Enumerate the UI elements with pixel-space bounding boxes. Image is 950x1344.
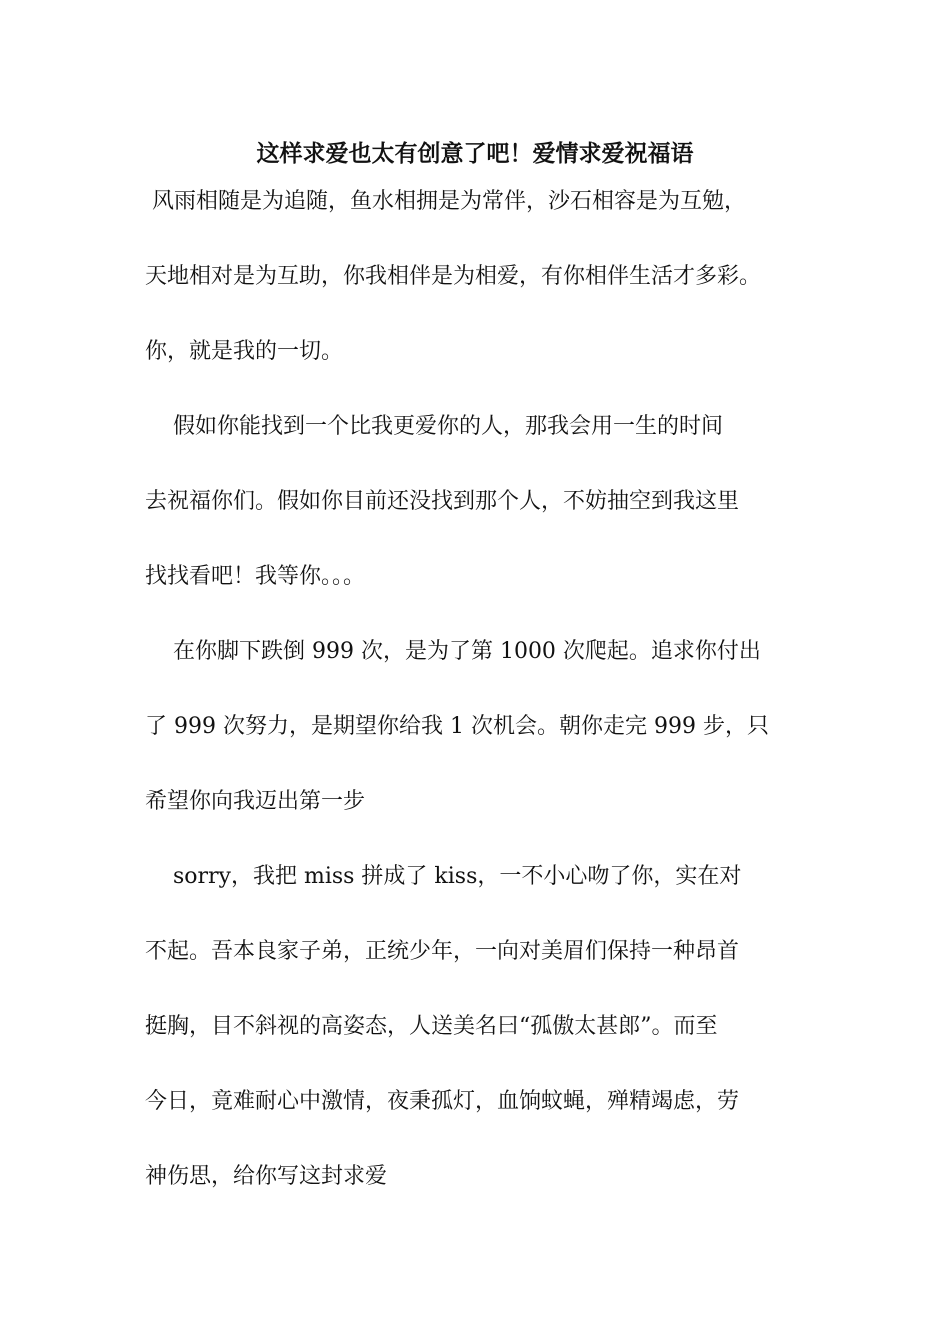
- paragraph-line: 希望你向我迈出第一步: [145, 789, 366, 814]
- paragraph-line: 你，就是我的一切。: [145, 339, 344, 364]
- paragraph-line: 风雨相随是为追随，鱼水相拥是为常伴，沙石相容是为互勉，: [145, 189, 746, 214]
- paragraph-line: 去祝福你们。假如你目前还没找到那个人，不妨抽空到我这里: [145, 489, 740, 514]
- paragraph-line: 了 999 次努力，是期望你给我 1 次机会。朝你走完 999 步，只: [145, 714, 769, 739]
- paragraph-line: 天地相对是为互助，你我相伴是为相爱，有你相伴生活才多彩。: [145, 264, 762, 289]
- paragraph-line: 不起。吾本良家子弟，正统少年，一向对美眉们保持一种昂首: [145, 939, 740, 964]
- paragraph-line: 假如你能找到一个比我更爱你的人，那我会用一生的时间: [145, 414, 723, 439]
- paragraph-line: 找找看吧！我等你。。。: [145, 564, 366, 589]
- paragraph-line: 挺胸，目不斜视的高姿态，人送美名曰“孤傲太甚郎”。而至: [145, 1014, 718, 1039]
- paragraph-line: sorry，我把 miss 拼成了 kiss，一不小心吻了你，实在对: [145, 864, 742, 889]
- paragraph-line: 今日，竟难耐心中激情，夜秉孤灯，血饷蚊蝇，殚精竭虑，劳: [145, 1089, 740, 1114]
- paragraph-line: 在你脚下跌倒 999 次，是为了第 1000 次爬起。追求你付出: [145, 639, 761, 664]
- document-title: 这样求爱也太有创意了吧！爱情求爱祝福语: [256, 140, 694, 167]
- paragraph-line: 神伤思，给你写这封求爱: [145, 1164, 388, 1189]
